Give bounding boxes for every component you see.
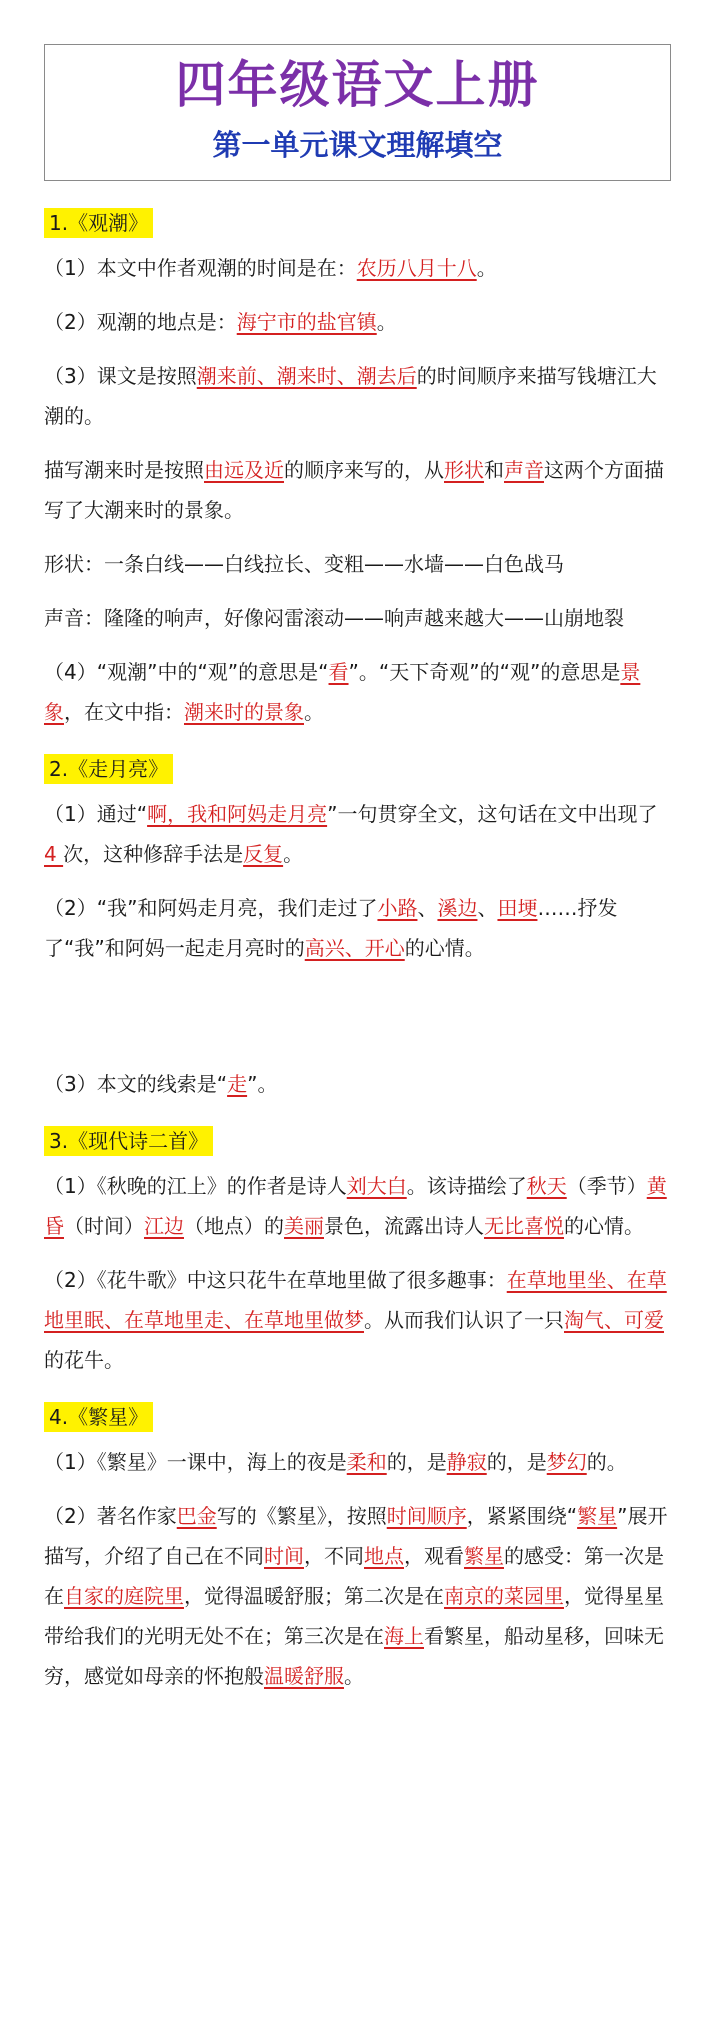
s1-q3 — [44, 356, 674, 436]
answer: 啊，我和阿妈走月亮 — [147, 802, 328, 826]
prompt-text: 、 — [417, 896, 438, 920]
answer: 4 — [44, 842, 64, 866]
s4-q2 — [44, 1496, 674, 1696]
prompt-text: ……抒发了“我”和阿妈一起走月亮时的 — [44, 896, 618, 960]
s2-q2 — [44, 888, 674, 968]
prompt-text: （2）观潮的地点是： — [44, 310, 237, 334]
prompt-text: 的感受：第一次是在 — [44, 1544, 664, 1608]
answer: 由远及近 — [204, 458, 284, 482]
prompt-text: 。 — [376, 310, 397, 334]
answer: 江边 — [144, 1214, 184, 1238]
prompt-text: （2）《花牛歌》中这只花牛在草地里做了很多趣事： — [44, 1268, 507, 1292]
prompt-text: ”展开描写，介绍了自己在不同 — [44, 1504, 668, 1568]
answer: 柔和 — [346, 1450, 387, 1474]
answer: 海上 — [384, 1624, 424, 1648]
prompt-text: 的，是 — [486, 1450, 547, 1474]
prompt-text: ，紧紧围绕“ — [466, 1504, 578, 1528]
prompt-text: 。该诗描绘了 — [406, 1174, 527, 1198]
answer: 静寂 — [446, 1450, 487, 1474]
answer: 形状 — [444, 458, 484, 482]
prompt-text: ”。“天下奇观”的“观”的意思是 — [348, 660, 621, 684]
prompt-text: 写的《繁星》，按照 — [216, 1504, 387, 1528]
answer: 温暖舒服 — [264, 1664, 344, 1688]
prompt-text: ”一句贯穿全文，这句话在文中出现了 — [327, 802, 658, 826]
answer: 淘气、可爱 — [564, 1308, 664, 1332]
s2-q1 — [44, 794, 674, 874]
s1-q4 — [44, 652, 674, 732]
answer: 梦幻 — [546, 1450, 587, 1474]
prompt-text: 的心情。 — [404, 936, 485, 960]
blank-gap — [44, 982, 674, 1064]
prompt-text: ，不同 — [304, 1544, 364, 1568]
prompt-text: ，观看 — [404, 1544, 464, 1568]
prompt-text: 的。 — [586, 1450, 627, 1474]
prompt-text: 次，这种修辞手法是 — [63, 842, 244, 866]
prompt-text: 。从而我们认识了一只 — [364, 1308, 564, 1332]
prompt-text: 的顺序来写的，从 — [284, 458, 444, 482]
prompt-text: （时间） — [64, 1214, 144, 1238]
answer: 高兴、开心 — [304, 936, 405, 960]
prompt-text: （地点）的 — [184, 1214, 284, 1238]
prompt-text: 看繁星，船动星移，回味无穷，感觉如母亲的怀抱般 — [44, 1624, 664, 1688]
answer: 农历八月十八 — [356, 256, 477, 280]
title-box — [44, 44, 671, 181]
page-subtitle: 第一单元课文理解填空 — [212, 128, 503, 162]
s3-q2 — [44, 1260, 674, 1380]
content — [44, 200, 674, 1710]
section-heading-1: 1.《观潮》 — [44, 208, 153, 238]
s1-shape-line: 形状：一条白线——白线拉长、变粗——水墙——白色战马 — [44, 552, 564, 576]
prompt-text: 的心情。 — [564, 1214, 644, 1238]
section-heading-2: 2.《走月亮》 — [44, 754, 173, 784]
prompt-text: （1）本文中作者观潮的时间是在： — [44, 256, 357, 280]
prompt-text: （3）课文是按照 — [44, 364, 197, 388]
prompt-text: ，觉得温暖舒服；第二次是在 — [184, 1584, 444, 1608]
answer: 无比喜悦 — [484, 1214, 564, 1238]
s4-q1 — [44, 1442, 674, 1482]
answer: 象 — [44, 700, 64, 724]
section-heading-3: 3.《现代诗二首》 — [44, 1126, 213, 1156]
answer: 繁星 — [464, 1544, 504, 1568]
answer: 看 — [328, 660, 349, 684]
prompt-text: 景色，流露出诗人 — [324, 1214, 484, 1238]
s1-sound-line: 声音：隆隆的响声，好像闷雷滚动——响声越来越大——山崩地裂 — [44, 606, 624, 630]
prompt-text: （2）著名作家 — [44, 1504, 177, 1528]
answer: 时间顺序 — [386, 1504, 467, 1528]
answer: 溪边 — [437, 896, 478, 920]
prompt-text: 的花牛。 — [44, 1348, 124, 1372]
answer: 声音 — [504, 458, 544, 482]
prompt-text: 、 — [477, 896, 498, 920]
answer: 地点 — [364, 1544, 404, 1568]
answer: 南京的菜园里 — [444, 1584, 564, 1608]
answer: 走 — [227, 1072, 248, 1096]
answer: 反复 — [243, 842, 284, 866]
prompt-text: ，在文中指： — [64, 700, 184, 724]
prompt-text: 这两个方面描写了大潮来时的景象。 — [44, 458, 664, 522]
page-title: 四年级语文上册 — [175, 55, 540, 114]
prompt-text: 的，是 — [386, 1450, 447, 1474]
answer: 景 — [620, 660, 641, 684]
answer: 海宁市的盐官镇 — [236, 310, 377, 334]
prompt-text: ”。 — [247, 1072, 278, 1096]
prompt-text: （1）通过“ — [44, 802, 148, 826]
answer: 潮来前、潮来时、潮去后 — [196, 364, 417, 388]
prompt-text: （1）《繁星》一课中，海上的夜是 — [44, 1450, 347, 1474]
answer: 自家的庭院里 — [64, 1584, 184, 1608]
prompt-text: 。 — [304, 700, 324, 724]
s2-q3 — [44, 1064, 674, 1104]
answer: 潮来时的景象 — [184, 700, 304, 724]
prompt-text: 描写潮来时是按照 — [44, 458, 204, 482]
prompt-text: （3）本文的线索是“ — [44, 1072, 228, 1096]
answer: 田埂 — [497, 896, 538, 920]
section-heading-4: 4.《繁星》 — [44, 1402, 153, 1432]
answer: 秋天 — [526, 1174, 567, 1198]
answer: 在草地里坐、在草地里眠、在草地里走、在草地里做梦 — [44, 1268, 667, 1332]
s1-q1 — [44, 248, 674, 288]
answer: 美丽 — [284, 1214, 324, 1238]
answer: 巴金 — [176, 1504, 217, 1528]
answer: 繁星 — [577, 1504, 618, 1528]
answer: 刘大白 — [346, 1174, 407, 1198]
answer: 小路 — [377, 896, 418, 920]
prompt-text: 。 — [476, 256, 497, 280]
answer: 时间 — [264, 1544, 304, 1568]
s1-q3b — [44, 450, 674, 530]
prompt-text: 。 — [344, 1664, 364, 1688]
s3-q1 — [44, 1166, 674, 1246]
prompt-text: （季节） — [566, 1174, 647, 1198]
prompt-text: （4）“观潮”中的“观”的意思是“ — [44, 660, 329, 684]
prompt-text: 的时间顺序来描写钱塘江大潮的。 — [44, 364, 657, 428]
answer: 黄昏 — [44, 1174, 667, 1238]
prompt-text: （2）“我”和阿妈走月亮，我们走过了 — [44, 896, 378, 920]
prompt-text: ，觉得星星带给我们的光明无处不在；第三次是在 — [44, 1584, 664, 1648]
prompt-text: （1）《秋晚的江上》的作者是诗人 — [44, 1174, 347, 1198]
s1-q2 — [44, 302, 674, 342]
prompt-text: 和 — [484, 458, 504, 482]
prompt-text: 。 — [283, 842, 304, 866]
